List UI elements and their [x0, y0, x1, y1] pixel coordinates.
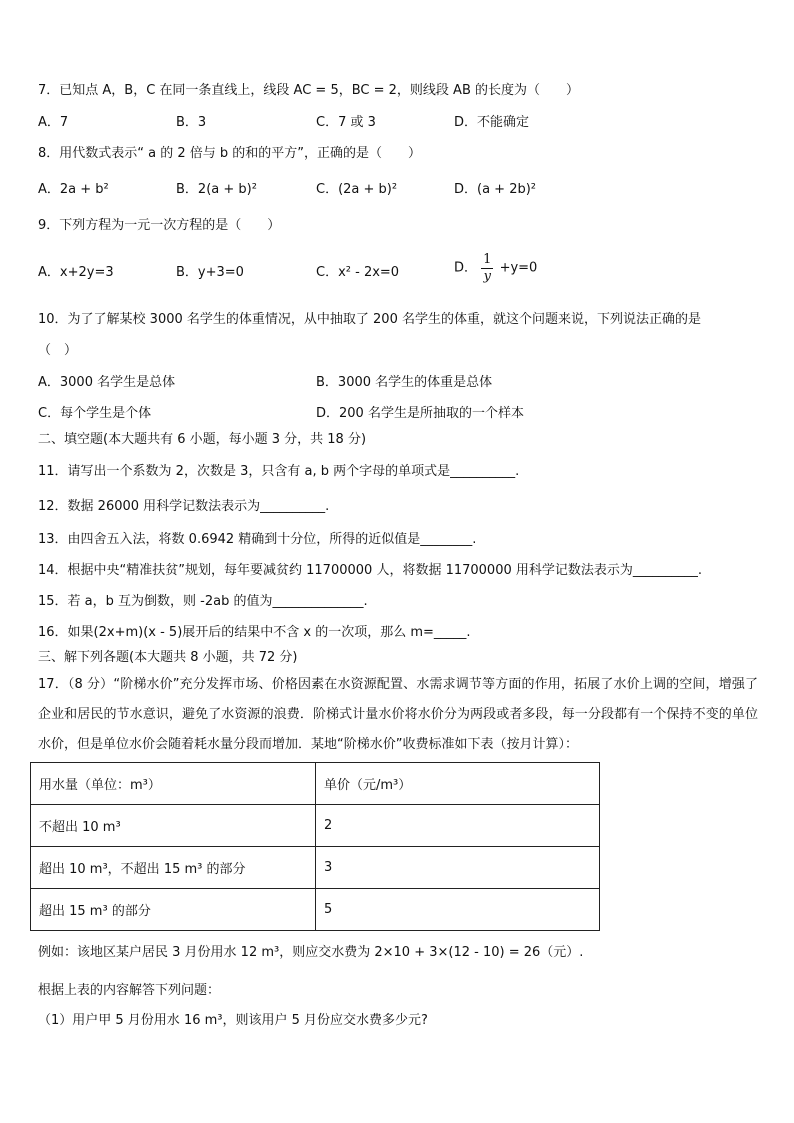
section-2-heading: 二、填空题(本大题共有 6 小题，每小题 3 分，共 18 分)	[38, 432, 367, 447]
question-16: 16．如果(2x+m)(x - 5)展开后的结果中不含 x 的一次项，那么 m=_____.	[38, 625, 471, 640]
q9-option-d	[454, 252, 537, 285]
water-price-table	[30, 762, 600, 931]
table-row	[31, 805, 600, 847]
q8-option-b: B．2(a + b)²	[176, 182, 257, 197]
q8-option-a: A．2a + b²	[38, 182, 109, 197]
question-12: 12．数据 26000 用科学记数法表示为__________.	[38, 499, 330, 514]
question-9-stem: 9．下列方程为一元一次方程的是（ ）	[38, 218, 281, 233]
fraction-numerator: 1	[483, 252, 492, 267]
table-cell: 不超出 10 m³	[31, 805, 316, 847]
question-8-stem: 8．用代数式表示“ a 的 2 倍与 b 的和的平方”，正确的是（ ）	[38, 146, 422, 161]
question-13: 13．由四舍五入法，将数 0.6942 精确到十分位，所得的近似值是________.	[38, 532, 477, 547]
table-header-cell: 用水量（单位：m³）	[31, 763, 316, 805]
fraction-1-over-y	[481, 252, 493, 285]
table-cell: 2	[316, 805, 600, 847]
q9-option-d-rest: +y=0	[499, 260, 538, 276]
table-cell: 超出 10 m³，不超出 15 m³ 的部分	[31, 847, 316, 889]
section-3-heading: 三、解下列各题(本大题共 8 小题，共 72 分)	[38, 650, 298, 665]
q10-option-b: B．3000 名学生的体重是总体	[316, 375, 493, 390]
question-10-stem-bracket: （ ）	[38, 343, 78, 358]
q10-option-a: A．3000 名学生是总体	[38, 375, 176, 390]
q8-option-d: D．(a + 2b)²	[454, 182, 537, 197]
q9-option-d-label: D．	[454, 260, 478, 276]
q10-option-c: C．每个学生是个体	[38, 406, 152, 421]
q10-option-d: D．200 名学生是所抽取的一个样本	[316, 406, 524, 421]
q9-option-c: C．x² - 2x=0	[316, 265, 400, 280]
question-11: 11．请写出一个系数为 2，次数是 3，只含有 a, b 两个字母的单项式是__________.	[38, 464, 520, 479]
question-14: 14．根据中央“精准扶贫”规划，每年要减贫约 11700000 人，将数据 11700000 用科学记数法表示为__________.	[38, 563, 703, 578]
question-7-stem: 7．已知点 A，B，C 在同一条直线上，线段 AC = 5，BC = 2，则线段 AB 的长度为（ ）	[38, 83, 579, 98]
fraction-denominator: y	[483, 269, 491, 284]
q7-option-a: A．7	[38, 115, 69, 130]
question-17-intro: 17．（8 分）“阶梯水价”充分发挥市场、价格因素在水资源配置、水需求调节等方面的作用，拓展了水价上调的空间，增强了企业和居民的节水意识，避免了水资源的浪费．阶梯式计量水价将水价分为两段或者多段，每一分段都有一个保持不变的单位水价，但是单位水价会随着耗水量分段而增加．某地“阶梯水价”收费标准如下表（按月计算）：	[38, 677, 758, 752]
table-row	[31, 847, 600, 889]
question-15: 15．若 a，b 互为倒数，则 -2ab 的值为______________.	[38, 594, 368, 609]
q8-option-c: C．(2a + b)²	[316, 182, 398, 197]
table-cell: 3	[316, 847, 600, 889]
q7-option-b: B．3	[176, 115, 207, 130]
table-cell: 超出 15 m³ 的部分	[31, 889, 316, 931]
table-row	[31, 889, 600, 931]
q9-option-b: B．y+3=0	[176, 265, 244, 280]
q7-option-c: C．7 或 3	[316, 115, 376, 130]
table-cell: 5	[316, 889, 600, 931]
q9-option-a: A．x+2y=3	[38, 265, 114, 280]
q7-option-d: D．不能确定	[454, 115, 530, 130]
question-17-example: 例如：该地区某户居民 3 月份用水 12 m³，则应交水费为 2×10 + 3×(12 - 10) = 26（元）.	[38, 945, 584, 960]
question-17-sub-1: （1）用户甲 5 月份用水 16 m³，则该用户 5 月份应交水费多少元?	[38, 1013, 428, 1028]
table-header-cell: 单价（元/m³）	[316, 763, 600, 805]
question-17-prompt: 根据上表的内容解答下列问题：	[38, 983, 221, 998]
question-10-stem: 10．为了了解某校 3000 名学生的体重情况，从中抽取了 200 名学生的体重，就这个问题来说，下列说法正确的是	[38, 312, 701, 327]
table-header-row	[31, 763, 600, 805]
